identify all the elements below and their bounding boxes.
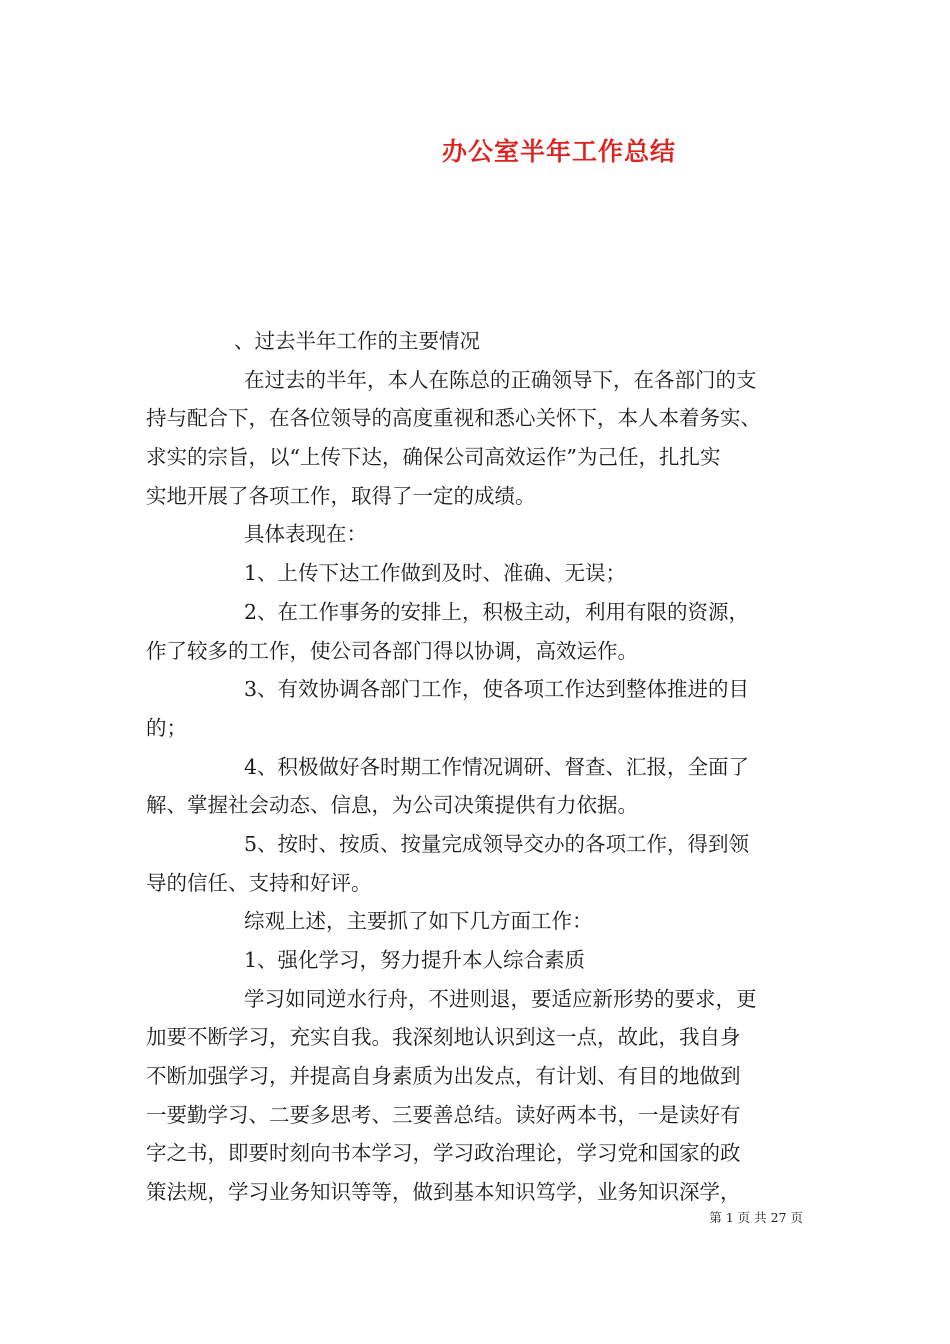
text-line: 导的信任、支持和好评。 xyxy=(146,870,372,895)
text-line: 4、积极做好各时期工作情况调研、督查、汇报，全面了 xyxy=(244,754,750,779)
text-line: 持与配合下，在各位领导的高度重视和悉心关怀下，本人本着务实、 xyxy=(146,406,761,431)
text-line: 1、上传下达工作做到及时、准确、无误； xyxy=(244,561,627,586)
text-line: 实地开展了各项工作，取得了一定的成绩。 xyxy=(146,483,536,508)
page-number: 第 1 页 共 27 页 xyxy=(709,1210,803,1225)
text-line: 在过去的半年，本人在陈总的正确领导下，在各部门的支 xyxy=(244,367,757,392)
document-title: 办公室半年工作总结 xyxy=(441,137,676,166)
text-line: 1、强化学习，努力提升本人综合素质 xyxy=(244,948,586,972)
text-line: 的； xyxy=(146,715,187,740)
text-line: 学习如同逆水行舟，不进则退，要适应新形势的要求，更 xyxy=(244,986,757,1011)
text-line: 作了较多的工作，使公司各部门得以协调，高效运作。 xyxy=(146,638,638,663)
text-line: 求实的宗旨，以“上传下达，确保公司高效运作”为己任，扎扎实 xyxy=(146,445,721,470)
text-line: 具体表现在： xyxy=(244,522,367,547)
text-line: 策法规，学习业务知识等等，做到基本知识笃学，业务知识深学， xyxy=(146,1180,741,1205)
text-line: 字之书，即要时刻向书本学习，学习政治理论，学习党和国家的政 xyxy=(146,1141,741,1166)
document-body xyxy=(146,322,810,1212)
text-line: 解、掌握社会动态、信息，为公司决策提供有力依据。 xyxy=(146,793,638,818)
text-line: 3、有效协调各部门工作，使各项工作达到整体推进的目 xyxy=(244,677,750,702)
text-line: 2、在工作事务的安排上，积极主动，利用有限的资源， xyxy=(244,599,750,624)
text-line: 、过去半年工作的主要情况 xyxy=(234,329,480,353)
text-line: 一要勤学习、二要多思考、三要善总结。读好两本书，一是读好有 xyxy=(146,1102,741,1127)
text-line: 5、按时、按质、按量完成领导交办的各项工作，得到领 xyxy=(244,831,750,856)
text-line: 不断加强学习，并提高自身素质为出发点，有计划、有目的地做到 xyxy=(146,1064,741,1089)
text-line: 综观上述，主要抓了如下几方面工作： xyxy=(244,909,593,934)
text-line: 加要不断学习，充实自我。我深刻地认识到这一点，故此，我自身 xyxy=(146,1025,741,1050)
